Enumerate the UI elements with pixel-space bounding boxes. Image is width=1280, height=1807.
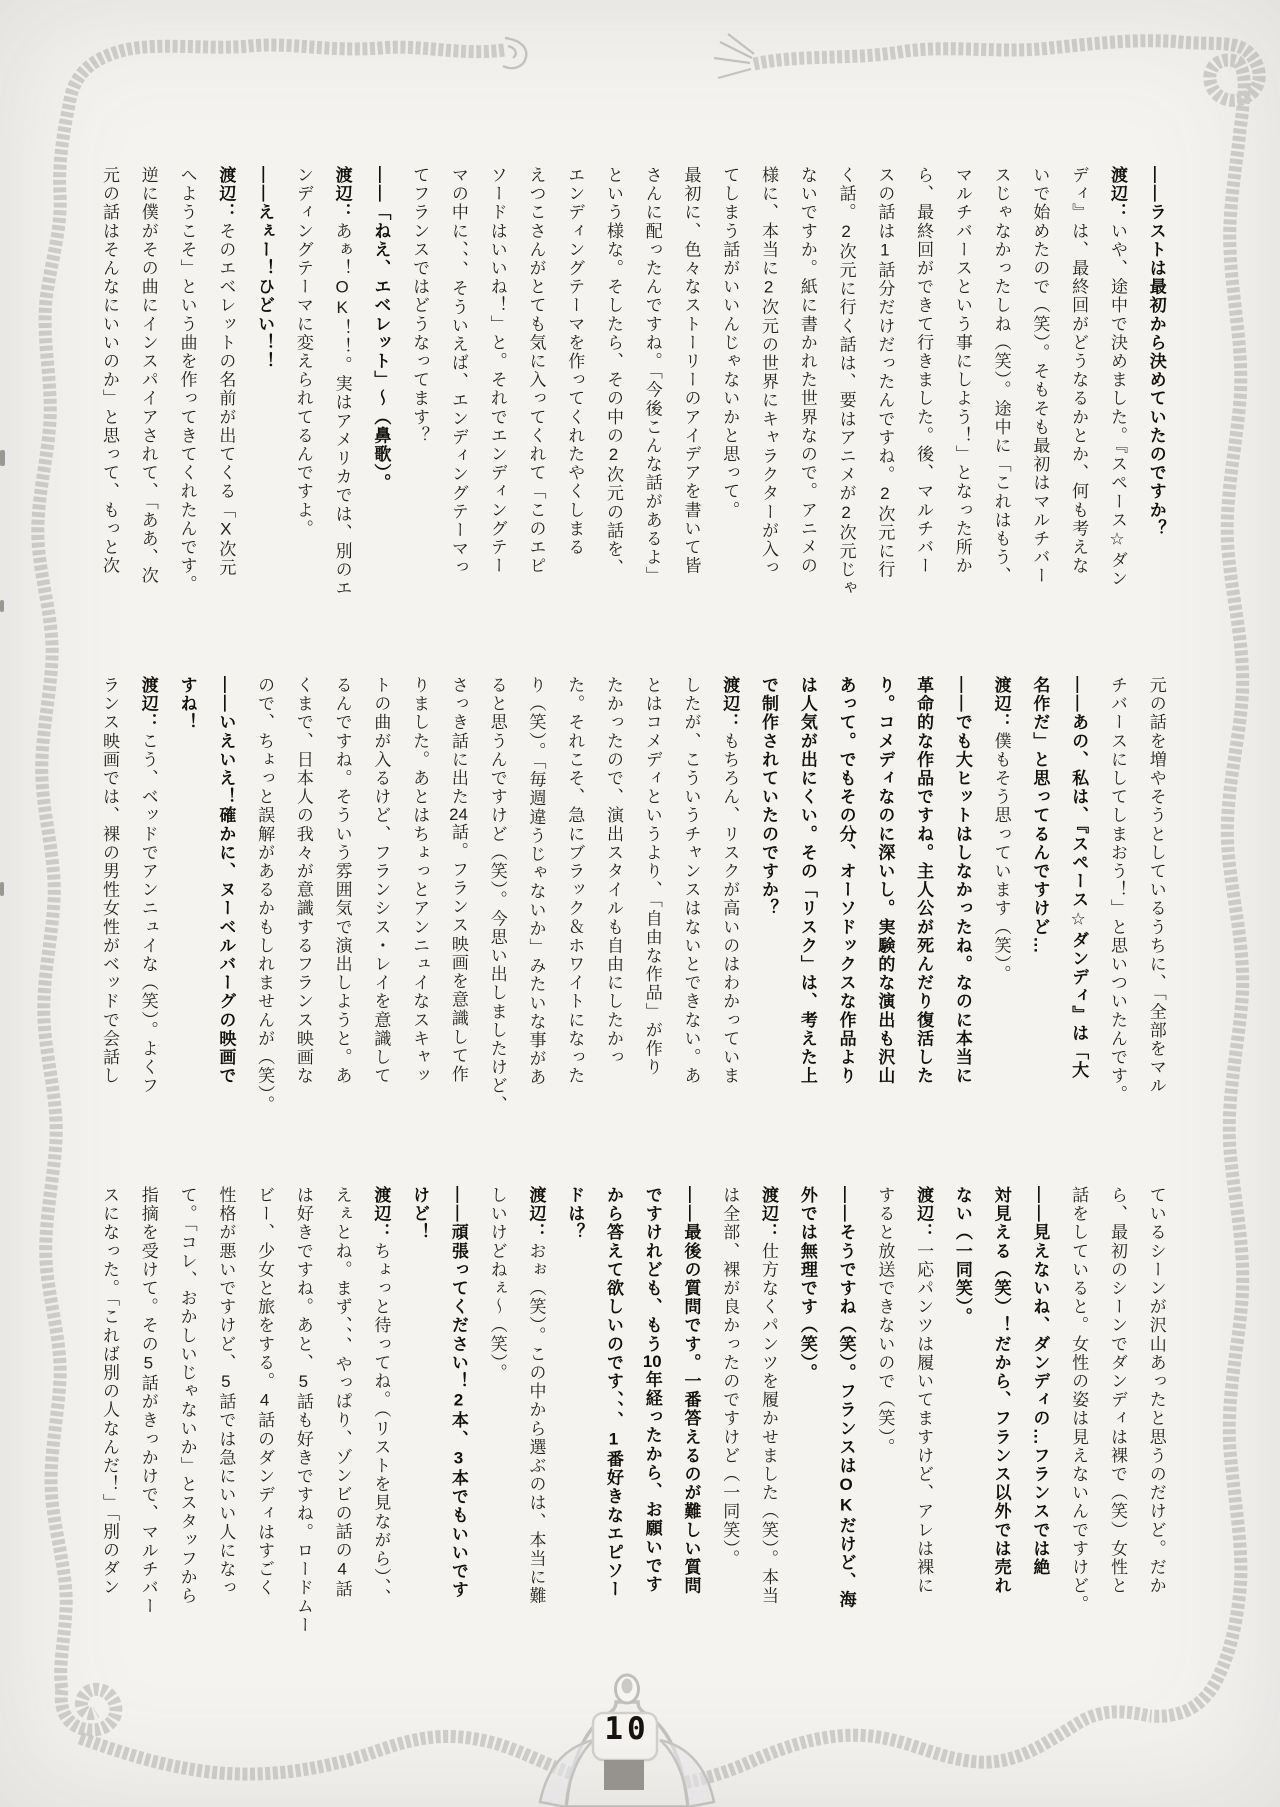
text-column: とはコメディというより、「自由な作品」が作り: [642, 676, 662, 1077]
text-column: いで始めたので（笑）。そもそも最初はマルチバー: [1030, 166, 1050, 586]
text-column: 最初に、色々なストーリーのアイデアを書いて皆: [681, 166, 701, 576]
text-column: ですけれども、もう10年経ったから、お願いです: [642, 1186, 662, 1594]
text-column: 革命的な作品ですね。主人公が死んだり復活した: [914, 676, 934, 1086]
text-column: ランス映画では、裸の男性女性がベッドで会話し: [100, 676, 120, 1086]
text-column: ――見えないね、ダンディの…フランスでは絶: [1030, 1186, 1050, 1577]
text-column: 渡辺：こう、ベッドでアンニュイな（笑）。よくフ: [138, 676, 158, 1096]
text-column: ドは？: [565, 1186, 585, 1242]
text-column: 元の話を増やそうとしているうちに、「全部をマル: [1146, 676, 1166, 1096]
text-column: 逆に僕がその曲にインスパイアされて、「ああ、次: [138, 166, 158, 586]
text-column: 渡辺：もちろん、リスクが高いのはわかっていま: [720, 676, 740, 1086]
text-column: 外では無理です（笑）。: [797, 1186, 817, 1383]
scan-artifact: [0, 600, 4, 612]
text-column: は人気が出にくい。その「リスク」は、考えた上: [797, 676, 817, 1086]
text-column: るんですね。そういう雰囲気で演出しようと。あ: [332, 676, 352, 1086]
text-column: ――でも大ヒットはしなかったね。なのに本当に: [952, 676, 972, 1086]
text-column: すると放送できないので（笑）。: [875, 1186, 895, 1457]
text-column: マルチバースという事にしよう！」となった所か: [952, 166, 972, 576]
text-column: 渡辺：いや、途中で決めました。『スペース☆ダン: [1107, 166, 1127, 589]
text-column: た。それこそ、急にブラック＆ホワイトになった: [565, 676, 585, 1086]
text-column: 渡辺：僕もそう思っています（笑）。: [991, 676, 1011, 984]
text-column: ると思うんですけど（笑）。今思い出しましたけど、: [487, 676, 507, 1114]
text-column: たかったので、演出スタイルも自由にしたかっ: [603, 676, 623, 1067]
text-column: 性格が悪いですけど、5話では急にいい人になっ: [216, 1186, 236, 1598]
text-column: へようこそ」という曲を作ってきてくれたんです。: [177, 166, 197, 594]
text-column: トの曲が入るけど、フランシス・レイを意識して: [371, 676, 391, 1086]
text-column: から答えて欲しいのです、、、1番好きなエピソー: [603, 1186, 623, 1599]
text-column: あって。でもその分、オーソドックスな作品より: [836, 676, 856, 1086]
text-column: ――そうですね（笑）。フランスはOKだけど、海: [836, 1186, 856, 1610]
interview-band-bottom: [100, 1186, 1166, 1634]
text-column: ディ』は、最終回がどうなるかとか、何も考えな: [1069, 166, 1089, 576]
page-number: 10: [604, 1711, 650, 1747]
text-column: マの中に、、、そういえば、エンディングテーマっ: [448, 166, 468, 577]
text-column: て。「コレ、おかしいじゃないか」とスタッフから: [177, 1186, 197, 1606]
text-column: ――「ねえ、エベレット」～（鼻歌）。: [371, 166, 391, 493]
text-column: てフランスではどうなってます？: [410, 166, 430, 445]
text-column: 名作だ」と思ってるんですけど…: [1030, 676, 1050, 955]
text-column: えつこさんがとても気に入ってくれて「このエピ: [526, 166, 546, 576]
text-column: しいけどねぇ～（笑）。: [487, 1186, 507, 1383]
text-column: ので、ちょっと誤解があるかもしれませんが（笑）。: [255, 676, 275, 1114]
text-column: ――えぇー！ひどい！！: [255, 166, 275, 371]
text-column: 指摘を受けて。その5話がきっかけで、マルチバー: [138, 1186, 158, 1616]
robot-eye-inner: [622, 1679, 633, 1694]
text-column: 話をしていると。女性の姿は見えないんですけど。: [1069, 1186, 1089, 1614]
text-column: く話。2次元に行く話は、要はアニメが2次元じゃ: [836, 166, 856, 598]
scan-artifact: [0, 882, 4, 896]
text-column: ――いえいえ！確かに、ヌーベルバーグの映画で: [216, 676, 236, 1086]
text-column: ないですか。紙に書かれた世界なので。アニメの: [797, 166, 817, 576]
text-column: りました。あとはちょっとアンニュイなスキャッ: [410, 676, 430, 1086]
text-column: ない（一同笑）。: [952, 1186, 972, 1327]
text-column: 様に、本当に2次元の世界にキャラクターが入っ: [759, 166, 779, 578]
text-column: えぇとね。まず、、、やっぱり、ゾンビの話の4話: [332, 1186, 352, 1599]
text-column: という様な。そしたら、その中の2次元の話を、: [603, 166, 623, 578]
text-column: ら、最終回ができて行きました。後、マルチバー: [914, 166, 934, 576]
text-column: 渡辺：ちょっと待ってね。（リストを見ながら）、、: [371, 1186, 391, 1607]
text-column: けど！: [410, 1186, 430, 1242]
text-column: すね！: [177, 676, 197, 732]
text-column: 渡辺：そのエベレットの名前が出てくる「X次元: [216, 166, 236, 578]
text-column: スになった。「これば別の人なんだ！」「別のダン: [100, 1186, 120, 1597]
text-column: スじゃなかったしね（笑）。途中に「これはもう、: [991, 166, 1011, 586]
text-column: チバースにしてしまおう！」と思いついたんです。: [1107, 676, 1127, 1104]
text-column: ソードはいいね！」と。それでエンディングテー: [487, 166, 507, 576]
text-column: 対見える（笑）！だから、フランス以外では売れ: [991, 1186, 1011, 1596]
text-column: ――あの、私は、『スペース☆ダンディ』は「大: [1069, 676, 1089, 1080]
text-column: さっき話に出た24話。フランス映画を意識して作: [448, 676, 468, 1084]
text-column: で制作されていたのですか？: [759, 676, 779, 918]
text-column: 渡辺：おぉ（笑）。この中から選ぶのは、本当に難: [526, 1186, 546, 1606]
text-column: は全部、裸が良かったのですけど（一同笑）。: [720, 1186, 740, 1569]
text-column: り。コメディなのに深いし。実験的な演出も沢山: [875, 676, 895, 1086]
text-column: ビー、少女と旅をする。4話のダンディはすごく: [255, 1186, 275, 1598]
text-column: ――頑張ってください！2本、3本でもいいです: [448, 1186, 468, 1600]
text-column: 渡辺：あぁ！OK！！。実はアメリカでは、別のエ: [332, 166, 352, 598]
robot-dark-panel: [604, 1760, 644, 1790]
text-column: り（笑）。「毎週違うじゃないか」みたいな事があ: [526, 676, 546, 1087]
text-column: スの話は1話分だけだったんですね。2次元に行: [875, 166, 895, 580]
text-column: ――ラストは最初から決めていたのですか？: [1146, 166, 1166, 538]
scan-artifact: [0, 450, 5, 466]
text-column: くまで、日本人の我々が意識するフランス映画な: [293, 676, 313, 1086]
text-column: さんに配ったんですね。「今後こんな話があるよ」: [642, 166, 662, 586]
text-column: てしまう話がいいんじゃないかと思って。: [720, 166, 740, 520]
interview-band-top: [100, 166, 1166, 618]
text-column: ――最後の質問です。一番答えるのが難しい質問: [681, 1186, 701, 1596]
text-column: 渡辺：一応パンツは履いてますけど、アレは裸に: [914, 1186, 934, 1596]
text-column: 渡辺：仕方なくパンツを履かせました（笑）。本当: [759, 1186, 779, 1606]
interview-band-middle: [100, 676, 1166, 1124]
text-column: は好きですね。あと、5話も好きですね。ロードムー: [293, 1186, 313, 1635]
text-column: エンディングテーマを作ってくれたやくしまる: [565, 166, 585, 557]
text-column: ているシーンが沢山あったと思うのだけど。だか: [1146, 1186, 1166, 1596]
text-column: ンディングテーマに変えられてるんですよ。: [293, 166, 313, 538]
text-column: ら、最初のシーンでダンディは裸で（笑）女性と: [1107, 1186, 1127, 1596]
text-column: したが、こういうチャンスはないとできない。あ: [681, 676, 701, 1086]
text-column: 元の話はそんなにいいのか」と思って、もっと次: [100, 166, 120, 576]
